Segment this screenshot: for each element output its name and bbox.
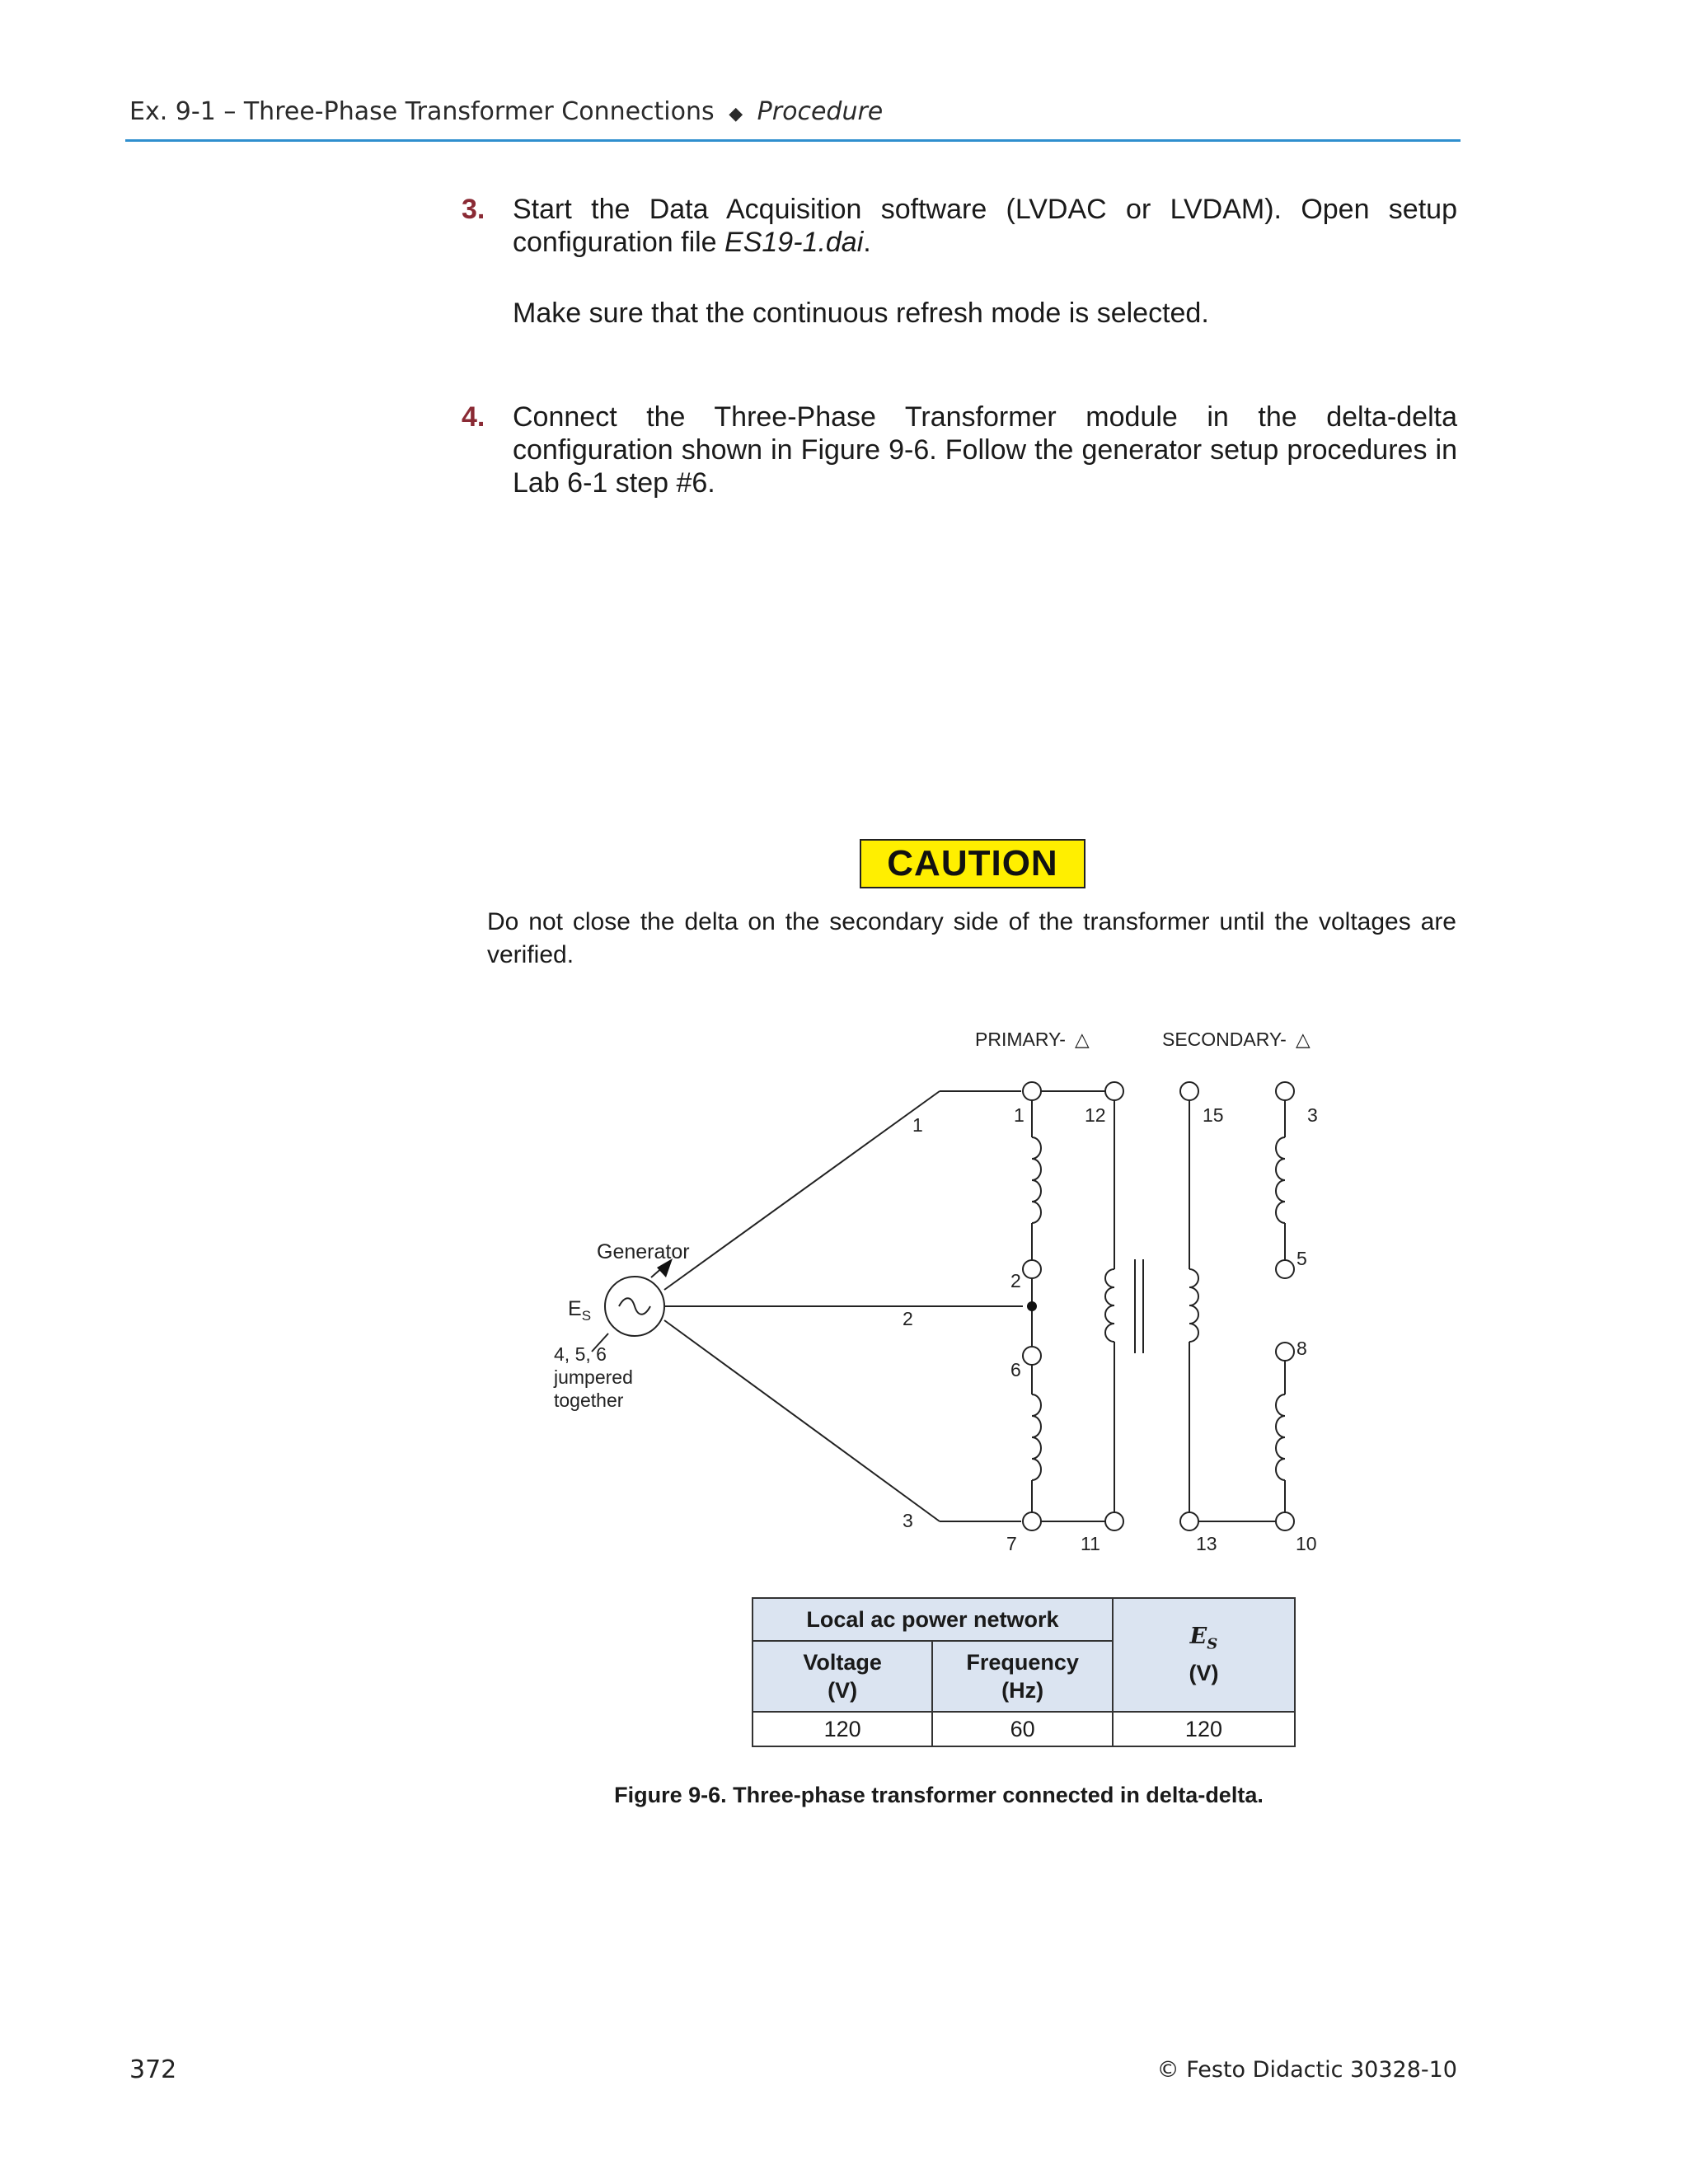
line-label-3: 3 <box>903 1510 913 1531</box>
power-network-table <box>752 1597 1296 1747</box>
terminal-5 <box>1276 1260 1294 1278</box>
primary-winding-12-11 <box>1105 1269 1114 1342</box>
caution-badge: CAUTION <box>860 839 1085 888</box>
terminal-label-2: 2 <box>1010 1270 1021 1291</box>
jumper-note-line-2: jumpered <box>554 1366 633 1388</box>
terminal-label-13: 13 <box>1196 1533 1217 1554</box>
step-text: Connect the Three-Phase Transformer module in the delta-delta configuration shown in Figure 9-6. Follow the generator setup procedures in Lab 6-1 step #6. <box>513 401 1457 499</box>
table-header-voltage: Voltage (V) <box>753 1641 932 1712</box>
jumper-note-line-3: together <box>554 1390 624 1411</box>
table-header-es: $E_S$ (V) <box>1113 1598 1295 1712</box>
copyright-notice: © Festo Didactic 30328-10 <box>1156 2057 1457 2083</box>
terminal-6 <box>1023 1347 1041 1365</box>
feed-line-1 <box>664 1091 940 1290</box>
source-label: $E_S$ <box>568 1297 592 1324</box>
table-cell-voltage: 120 <box>753 1712 932 1746</box>
terminal-15 <box>1180 1082 1198 1100</box>
step-text-end: . <box>863 227 871 258</box>
terminal-1 <box>1023 1082 1041 1100</box>
terminal-8 <box>1276 1343 1294 1361</box>
junction-dot <box>1027 1301 1037 1311</box>
terminal-3 <box>1276 1082 1294 1100</box>
terminal-label-7: 7 <box>1006 1533 1017 1554</box>
procedure-step-4 <box>462 401 1457 499</box>
primary-label: PRIMARY- <box>975 1029 1066 1050</box>
line-label-2: 2 <box>903 1308 913 1329</box>
sine-wave-icon <box>619 1298 650 1315</box>
generator-label: Generator <box>597 1240 690 1263</box>
table-cell-es: 120 <box>1113 1712 1295 1746</box>
line-label-1: 1 <box>912 1114 923 1136</box>
secondary-winding-3-5 <box>1276 1137 1285 1223</box>
terminal-label-10: 10 <box>1296 1533 1317 1554</box>
setup-file-name: ES19-1.dai <box>724 227 864 258</box>
header-separator: ◆ <box>729 104 743 124</box>
primary-winding-1-2 <box>1032 1137 1041 1223</box>
terminal-13 <box>1180 1512 1198 1530</box>
table-cell-frequency: 60 <box>932 1712 1113 1746</box>
delta-delta-circuit-diagram <box>528 1022 1335 1566</box>
figure-caption: Figure 9-6. Three-phase transformer connected in delta-delta. <box>614 1783 1264 1807</box>
primary-delta-icon: △ <box>1075 1029 1090 1050</box>
page-number: 372 <box>129 2055 177 2084</box>
header-title: Ex. 9-1 – Three-Phase Transformer Connections <box>129 97 715 126</box>
step-text <box>513 193 1457 259</box>
terminal-label-5: 5 <box>1296 1248 1307 1269</box>
terminal-label-3: 3 <box>1307 1104 1318 1126</box>
terminal-7 <box>1023 1512 1041 1530</box>
running-header <box>129 97 883 126</box>
terminal-label-15: 15 <box>1203 1104 1224 1126</box>
header-rule <box>125 139 1461 142</box>
procedure-step-3 <box>462 193 1457 330</box>
table-row <box>753 1712 1295 1746</box>
secondary-delta-icon: △ <box>1296 1029 1311 1050</box>
terminal-label-6: 6 <box>1010 1359 1021 1380</box>
primary-winding-6-7 <box>1032 1394 1041 1480</box>
caution-text: Do not close the delta on the secondary side of the transformer until the voltages are verified. <box>487 908 1456 968</box>
terminal-11 <box>1105 1512 1123 1530</box>
secondary-label: SECONDARY- <box>1162 1029 1287 1050</box>
jumper-note-line-1: 4, 5, 6 <box>554 1343 607 1365</box>
step-number: 3. <box>462 194 485 225</box>
step-text-main: Start the Data Acquisition software (LVDAC or LVDAM). Open setup configuration file <box>513 194 1457 258</box>
step-body <box>513 401 1457 499</box>
step-body <box>513 193 1457 330</box>
step-number: 4. <box>462 401 485 433</box>
terminal-10 <box>1276 1512 1294 1530</box>
header-section: Procedure <box>757 97 884 126</box>
step-note: Make sure that the continuous refresh mode is selected. <box>513 298 1209 329</box>
terminal-label-12: 12 <box>1085 1104 1106 1126</box>
secondary-winding-8-10 <box>1276 1394 1285 1480</box>
secondary-winding-15-13 <box>1189 1269 1198 1342</box>
terminal-label-1: 1 <box>1014 1104 1025 1126</box>
terminal-label-8: 8 <box>1296 1338 1307 1359</box>
terminal-label-11: 11 <box>1081 1533 1100 1554</box>
table-group-header: Local ac power network <box>753 1598 1113 1641</box>
table-header-frequency: Frequency (Hz) <box>932 1641 1113 1712</box>
feed-line-3 <box>664 1320 940 1521</box>
terminal-2 <box>1023 1260 1041 1278</box>
terminal-12 <box>1105 1082 1123 1100</box>
